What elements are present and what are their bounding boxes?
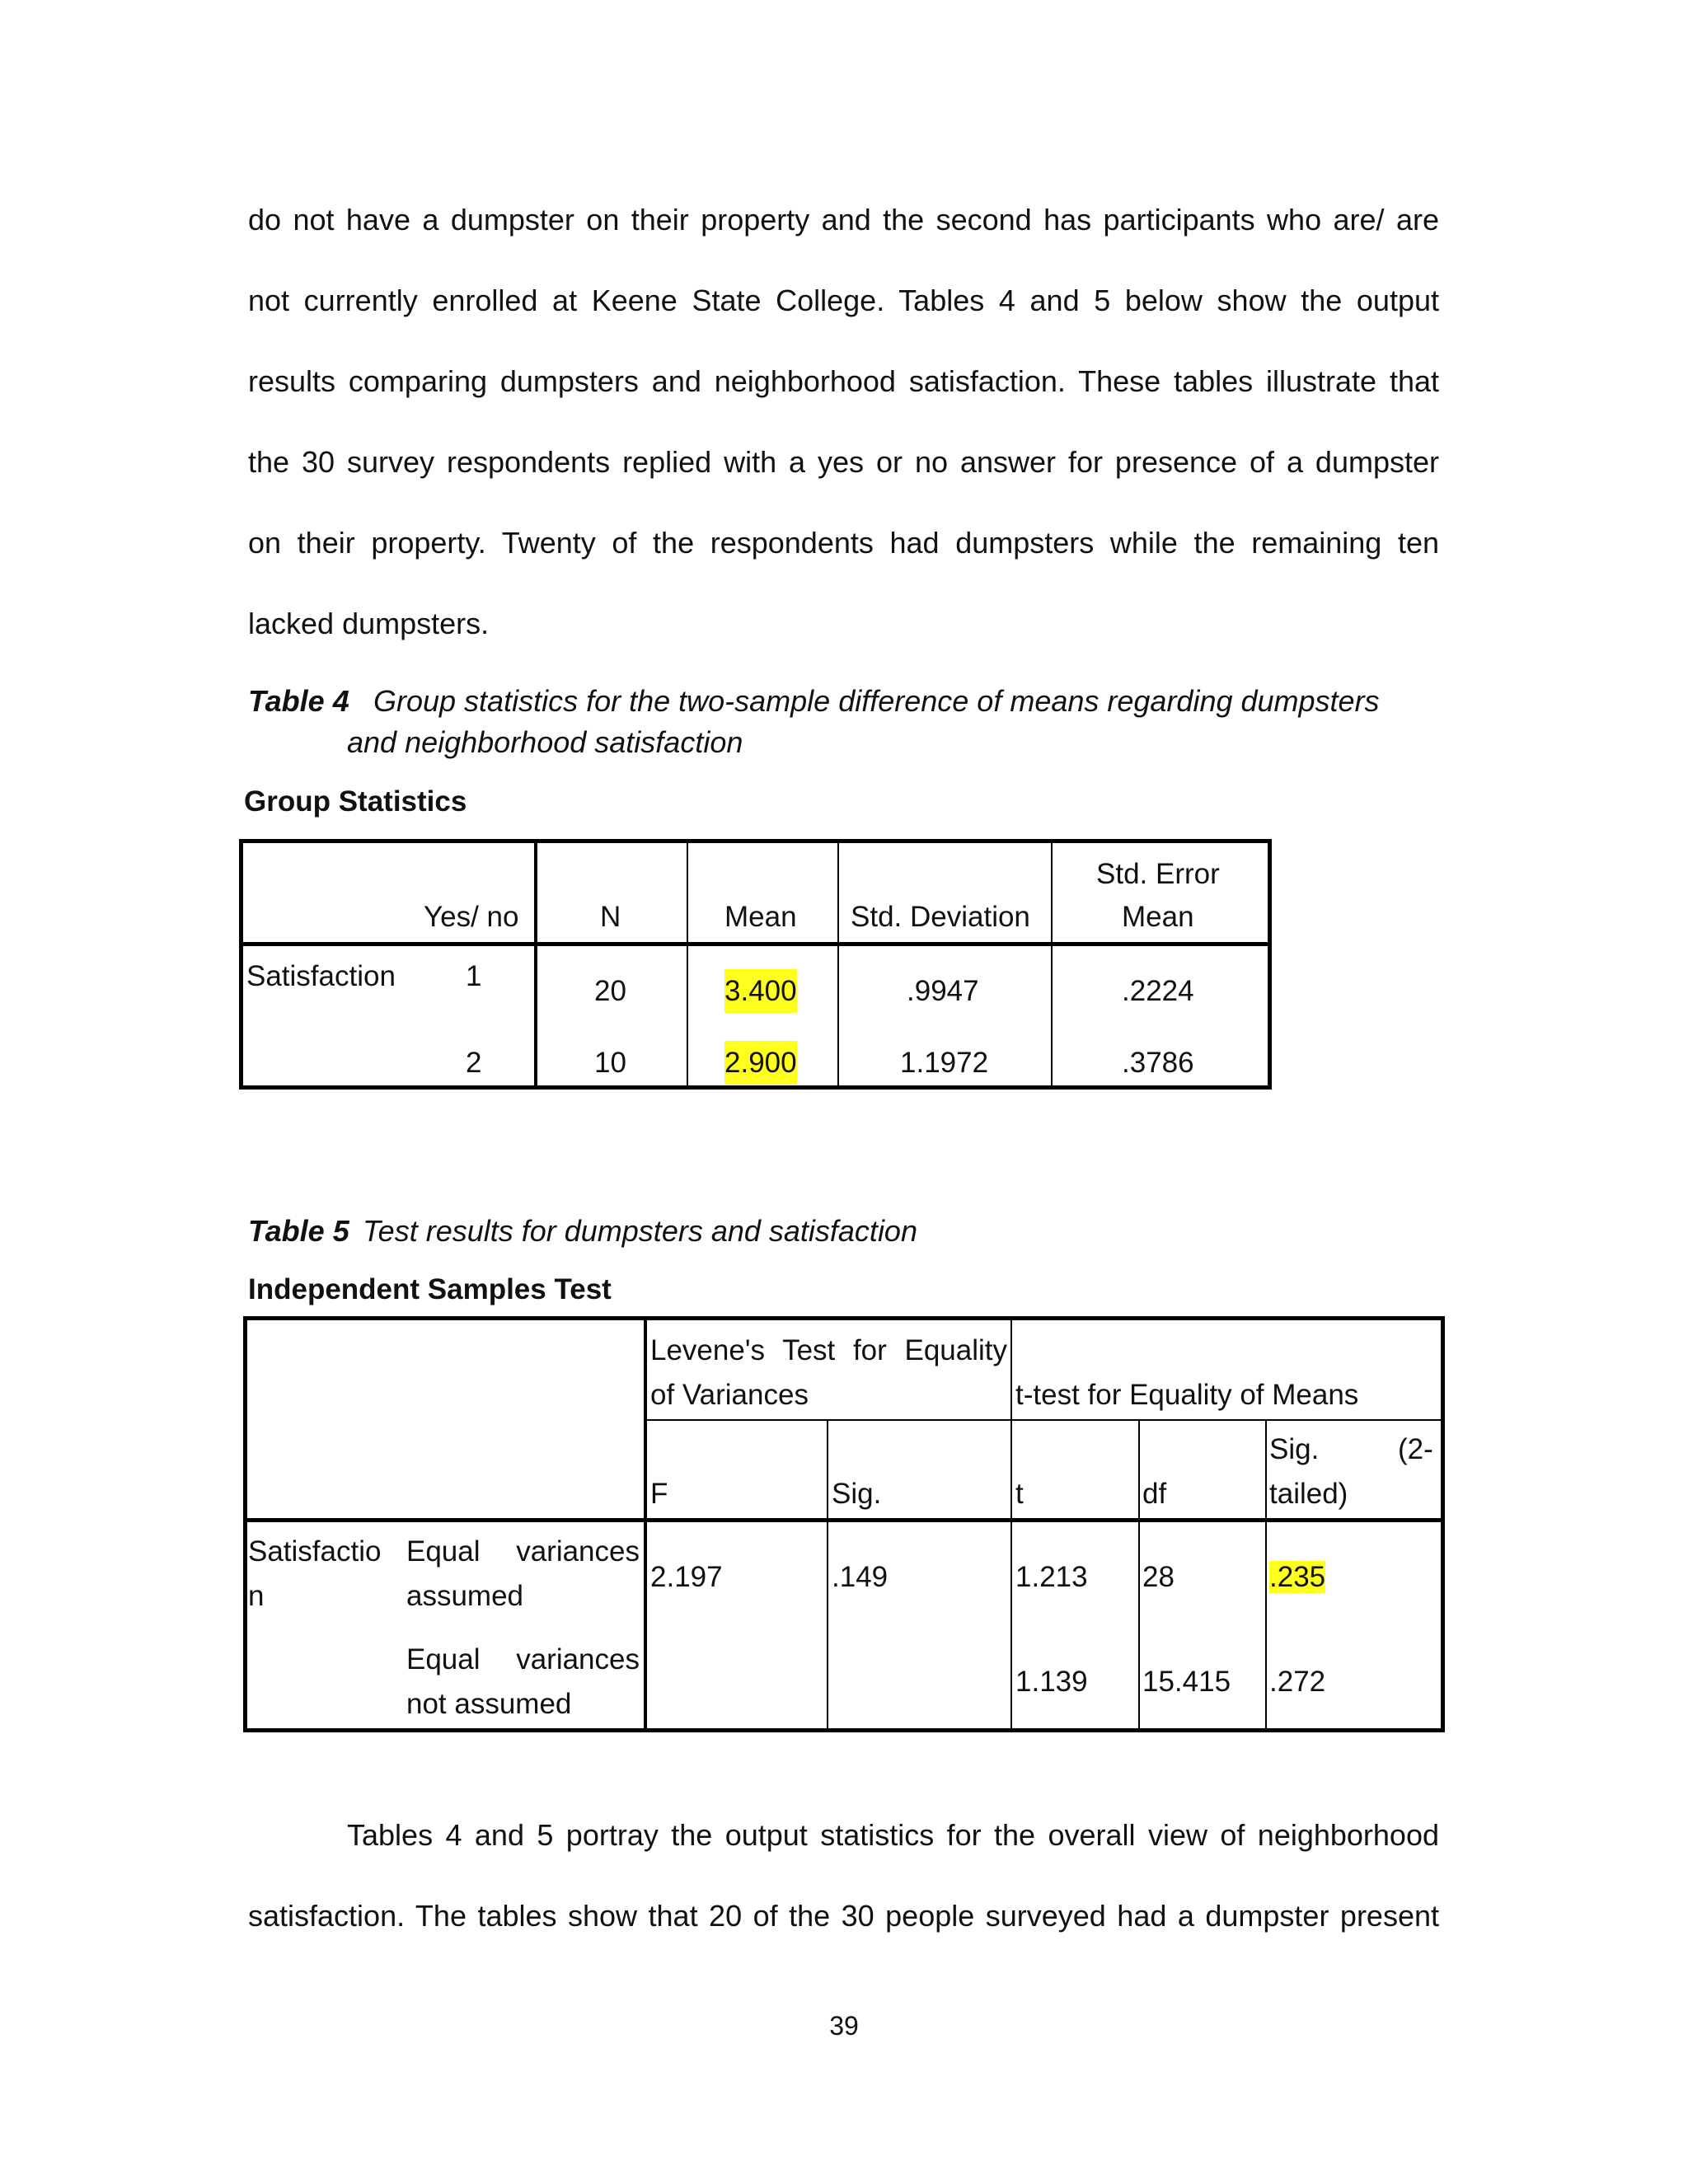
body-paragraph-line-2: not currently enrolled at Keene State College. Tables 4 and 5 below show the output <box>248 284 1439 317</box>
table4-col-divider-3 <box>1051 839 1053 1090</box>
table5-col-divider-sig <box>827 1419 828 1732</box>
table5-header-ttest: t-test for Equality of Means <box>1015 1379 1359 1411</box>
table4-row2-std-deviation: 1.1972 <box>900 1047 989 1079</box>
table4-row1-mean: 3.400 <box>724 969 797 1013</box>
table5-col-divider-ttest <box>1010 1316 1012 1732</box>
table4-caption-label: Table 4 <box>248 684 349 718</box>
table4-border-bottom <box>239 1085 1272 1090</box>
body-paragraph-line-4: the 30 survey respondents replied with a yes or no answer for presence of a dumpster <box>248 445 1439 479</box>
table4-row2-std-error: .3786 <box>1122 1047 1194 1079</box>
table5-row2-label-line-1: Equal variances <box>406 1643 640 1675</box>
table5-row1-df: 28 <box>1142 1561 1175 1593</box>
table4-border-left <box>239 839 243 1090</box>
body-paragraph-line-5: on their property. Twenty of the respondents had dumpsters while the remaining ten <box>248 526 1439 560</box>
table5-header-levene-line-1: Levene's Test for Equality <box>650 1334 1007 1366</box>
table4-col-divider-2 <box>837 839 839 1090</box>
table5-border-right <box>1441 1316 1445 1732</box>
table5-row-label-line-2: n <box>248 1580 265 1612</box>
table4-header-mean: Mean <box>724 901 797 933</box>
table5-row2-sig2: .272 <box>1269 1666 1326 1698</box>
table5-col-divider-df <box>1138 1419 1140 1732</box>
table5-caption-label: Table 5 <box>248 1214 349 1248</box>
table5-header-t: t <box>1015 1478 1024 1510</box>
table4-row2-mean: 2.900 <box>724 1041 797 1085</box>
table4-header-std-error-line-1: Std. Error <box>1096 858 1220 890</box>
table4-row1-group: 1 <box>466 960 482 992</box>
table5-row2-t: 1.139 <box>1015 1666 1088 1698</box>
table4-row1-std-error: .2224 <box>1122 975 1194 1007</box>
table5-row1-sig: .149 <box>832 1561 889 1593</box>
table4-header-n: N <box>600 901 621 933</box>
table5-header-f: F <box>650 1478 668 1510</box>
table4-caption <box>248 684 349 719</box>
table5-caption <box>248 1214 349 1249</box>
table5-row1-label-line-2: assumed <box>406 1580 524 1612</box>
table5-header-sig2-line-1: Sig. <box>1269 1433 1320 1465</box>
body-paragraph2-line-1: Tables 4 and 5 portray the output statistics for the overall view of neighborhood <box>347 1818 1439 1852</box>
table5-title: Independent Samples Test <box>248 1273 612 1305</box>
table5-row1-f: 2.197 <box>650 1561 723 1593</box>
table4-row2-group: 2 <box>466 1047 482 1079</box>
table5-header-sig: Sig. <box>832 1478 882 1510</box>
table5-col-divider-sig2 <box>1265 1419 1267 1732</box>
table4-caption-line-2: and neighborhood satisfaction <box>347 725 743 759</box>
table4-header-std-deviation: Std. Deviation <box>851 901 1030 933</box>
table5-row2-df: 15.415 <box>1142 1666 1231 1698</box>
table5-caption-text: Test results for dumpsters and satisfaction <box>363 1214 917 1248</box>
body-paragraph-line-1: do not have a dumpster on their property and the second has participants who are/ are <box>248 203 1439 237</box>
table4-row-label-satisfaction: Satisfaction <box>246 960 396 992</box>
body-paragraph2-line-2: satisfaction. The tables show that 20 of the 30 people surveyed had a dumpster present <box>248 1899 1439 1933</box>
table4-row2-n: 10 <box>594 1047 626 1079</box>
table5-header-levene-line-2: of Variances <box>650 1379 809 1411</box>
table4-caption-line-1: Group statistics for the two-sample difference of means regarding dumpsters <box>373 684 1380 718</box>
table5-header-sig2-line-2: tailed) <box>1269 1478 1348 1510</box>
table4-row1-std-deviation: .9947 <box>907 975 979 1007</box>
table4-header-yes-no: Yes/ no <box>424 901 519 933</box>
table4-col-divider-1 <box>687 839 688 1090</box>
table5-stub-divider <box>644 1316 647 1732</box>
table5-header-sig2-paren: (2- <box>1398 1433 1433 1465</box>
table4-stub-divider <box>534 839 537 1090</box>
table5-header-df: df <box>1142 1478 1167 1510</box>
table5-row1-label-line-1: Equal variances <box>406 1535 640 1568</box>
table4-header-divider <box>239 942 1272 946</box>
table5-row1-t: 1.213 <box>1015 1561 1088 1593</box>
table4-header-std-error-line-2: Mean <box>1122 901 1194 933</box>
body-paragraph-line-6: lacked dumpsters. <box>248 607 490 640</box>
table4-title: Group Statistics <box>244 785 467 818</box>
table5-row-label-line-1: Satisfactio <box>248 1535 382 1568</box>
table5-row1-sig2-highlight: .235 <box>1269 1561 1326 1593</box>
page-number: 39 <box>829 2011 859 2041</box>
table5-row1-sig2 <box>1269 1555 1325 1599</box>
table5-subheader-divider <box>645 1419 1445 1421</box>
table5-row2-label-line-2: not assumed <box>406 1688 572 1720</box>
table5-border-top <box>243 1316 1445 1320</box>
table4-row1-n: 20 <box>594 975 626 1007</box>
table4-border-right <box>1268 839 1272 1090</box>
body-paragraph-line-3: results comparing dumpsters and neighborhood satisfaction. These tables illustrate that <box>248 364 1439 398</box>
table4-border-top <box>239 839 1272 843</box>
table5-border-left <box>243 1316 247 1732</box>
